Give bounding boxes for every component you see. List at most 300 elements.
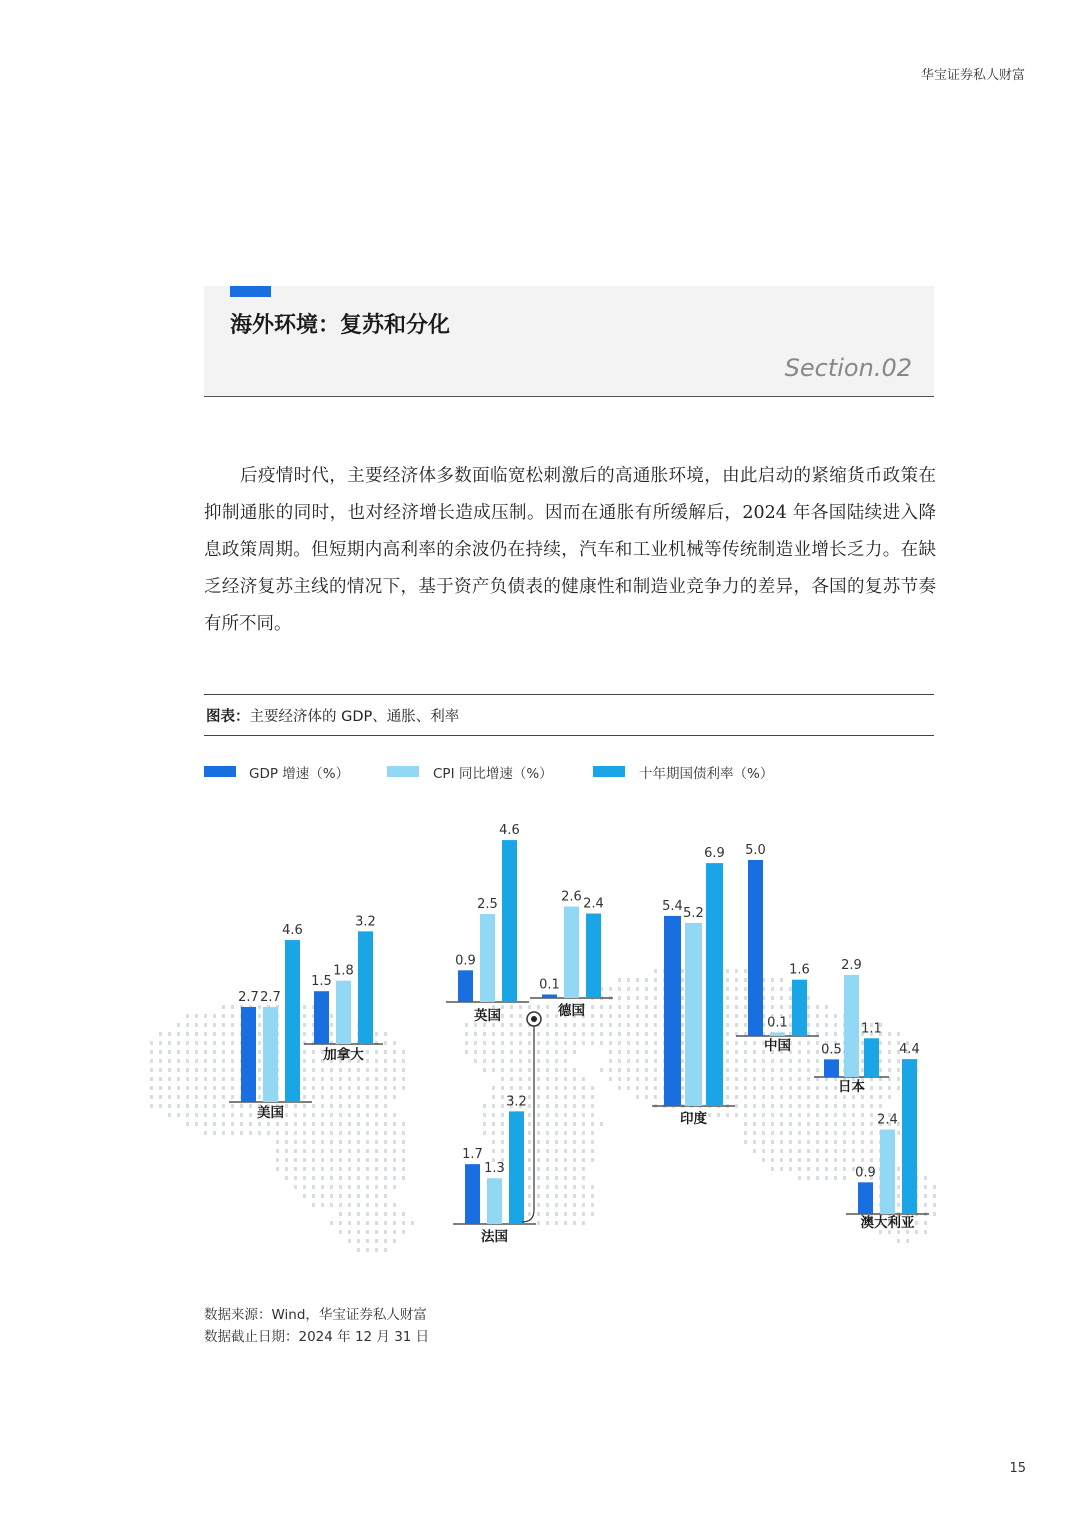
map-dot bbox=[807, 1104, 810, 1108]
map-dot bbox=[483, 1068, 486, 1072]
map-dot bbox=[150, 1068, 153, 1072]
map-dot bbox=[150, 1095, 153, 1099]
map-dot bbox=[780, 1059, 783, 1063]
map-dot bbox=[321, 1086, 324, 1090]
map-dot bbox=[627, 1077, 630, 1081]
map-dot bbox=[591, 1023, 594, 1027]
map-dot bbox=[897, 1176, 900, 1180]
map-dot bbox=[618, 1068, 621, 1072]
map-dot bbox=[546, 1059, 549, 1063]
map-dot bbox=[762, 1149, 765, 1153]
map-dot bbox=[222, 1104, 225, 1108]
map-dot bbox=[186, 1041, 189, 1045]
map-dot bbox=[807, 1113, 810, 1117]
bar-value-label: 0.9 bbox=[855, 1165, 876, 1181]
map-dot bbox=[303, 1113, 306, 1117]
map-dot bbox=[258, 1032, 261, 1036]
map-dot bbox=[573, 1077, 576, 1081]
map-dot bbox=[303, 1185, 306, 1189]
map-dot bbox=[771, 1167, 774, 1171]
map-dot bbox=[627, 987, 630, 991]
map-dot bbox=[933, 1203, 936, 1207]
map-dot bbox=[402, 1176, 405, 1180]
map-dot bbox=[870, 1086, 873, 1090]
map-dot bbox=[546, 1167, 549, 1171]
map-dot bbox=[789, 1140, 792, 1144]
map-dot bbox=[582, 1113, 585, 1117]
map-dot bbox=[636, 1068, 639, 1072]
map-dot bbox=[726, 978, 729, 982]
map-dot bbox=[528, 1185, 531, 1189]
bar-value-label: 0.1 bbox=[767, 1015, 788, 1031]
bar bbox=[824, 1059, 839, 1077]
map-dot bbox=[771, 1059, 774, 1063]
map-dot bbox=[825, 1023, 828, 1027]
map-dot bbox=[276, 1131, 279, 1135]
map-dot bbox=[537, 1149, 540, 1153]
map-dot bbox=[843, 1149, 846, 1153]
map-dot bbox=[528, 1158, 531, 1162]
map-dot bbox=[807, 996, 810, 1000]
map-dot bbox=[213, 1095, 216, 1099]
map-dot bbox=[402, 1140, 405, 1144]
map-dot bbox=[303, 1068, 306, 1072]
map-dot bbox=[537, 1068, 540, 1072]
map-dot bbox=[303, 1032, 306, 1036]
map-dot bbox=[897, 1032, 900, 1036]
map-dot bbox=[330, 1221, 333, 1225]
bar bbox=[858, 1182, 873, 1214]
map-dot bbox=[177, 1086, 180, 1090]
map-dot bbox=[573, 1041, 576, 1045]
map-dot bbox=[780, 1068, 783, 1072]
map-dot bbox=[519, 1050, 522, 1054]
map-dot bbox=[393, 1158, 396, 1162]
map-dot bbox=[357, 1104, 360, 1108]
map-dot bbox=[222, 1113, 225, 1117]
map-dot bbox=[546, 1023, 549, 1027]
map-dot bbox=[357, 1212, 360, 1216]
map-dot bbox=[177, 1059, 180, 1063]
map-dot bbox=[330, 1122, 333, 1126]
map-dot bbox=[357, 1149, 360, 1153]
map-dot bbox=[186, 1050, 189, 1054]
map-dot bbox=[339, 1095, 342, 1099]
map-dot bbox=[933, 1194, 936, 1198]
map-dot bbox=[402, 1122, 405, 1126]
map-dot bbox=[339, 1122, 342, 1126]
map-dot bbox=[222, 1068, 225, 1072]
map-dot bbox=[321, 1203, 324, 1207]
map-dot bbox=[564, 1086, 567, 1090]
map-dot bbox=[789, 1095, 792, 1099]
map-dot bbox=[348, 1086, 351, 1090]
map-dot bbox=[645, 996, 648, 1000]
map-dot bbox=[825, 1131, 828, 1135]
map-dot bbox=[798, 1077, 801, 1081]
bar-value-label: 1.3 bbox=[484, 1161, 505, 1177]
map-dot bbox=[609, 1077, 612, 1081]
map-dot bbox=[573, 1212, 576, 1216]
map-dot bbox=[555, 1032, 558, 1036]
map-dot bbox=[555, 1122, 558, 1126]
map-dot bbox=[375, 1158, 378, 1162]
map-dot bbox=[591, 1212, 594, 1216]
map-dot bbox=[924, 1185, 927, 1189]
map-dot bbox=[375, 1104, 378, 1108]
map-dot bbox=[627, 996, 630, 1000]
map-dot bbox=[636, 1032, 639, 1036]
map-dot bbox=[555, 1104, 558, 1108]
map-dot bbox=[879, 1050, 882, 1054]
map-dot bbox=[582, 1095, 585, 1099]
map-dot bbox=[744, 1050, 747, 1054]
map-dot bbox=[735, 996, 738, 1000]
map-dot bbox=[294, 1113, 297, 1117]
bar-value-label: 1.1 bbox=[861, 1021, 882, 1037]
map-dot bbox=[861, 1095, 864, 1099]
map-dot bbox=[384, 1194, 387, 1198]
map-dot bbox=[807, 1095, 810, 1099]
map-dot bbox=[627, 1068, 630, 1072]
map-dot bbox=[753, 1041, 756, 1045]
map-dot bbox=[852, 1095, 855, 1099]
map-dot bbox=[258, 1023, 261, 1027]
map-dot bbox=[231, 1041, 234, 1045]
map-dot bbox=[303, 1149, 306, 1153]
map-dot bbox=[249, 1122, 252, 1126]
map-dot bbox=[897, 1131, 900, 1135]
map-dot bbox=[573, 1122, 576, 1126]
map-dot bbox=[519, 1023, 522, 1027]
map-dot bbox=[591, 1104, 594, 1108]
map-dot bbox=[222, 1131, 225, 1135]
map-dot bbox=[627, 1086, 630, 1090]
map-dot bbox=[618, 1050, 621, 1054]
map-dot bbox=[753, 1077, 756, 1081]
map-dot bbox=[816, 1176, 819, 1180]
map-dot bbox=[519, 1059, 522, 1063]
map-dot bbox=[213, 1104, 216, 1108]
map-dot bbox=[618, 987, 621, 991]
map-dot bbox=[366, 1176, 369, 1180]
map-dot bbox=[285, 1113, 288, 1117]
map-dot bbox=[735, 969, 738, 973]
map-dot bbox=[636, 1023, 639, 1027]
map-dot bbox=[348, 1095, 351, 1099]
map-dot bbox=[393, 1185, 396, 1189]
map-dot bbox=[339, 1194, 342, 1198]
map-dot bbox=[546, 1104, 549, 1108]
map-dot bbox=[312, 1050, 315, 1054]
figure-caption-text: 主要经济体的 GDP、通胀、利率 bbox=[249, 709, 460, 725]
map-dot bbox=[321, 1113, 324, 1117]
map-dot bbox=[384, 1167, 387, 1171]
map-dot bbox=[744, 1104, 747, 1108]
map-dot bbox=[627, 1032, 630, 1036]
header-brand: 华宝证券私人财富 bbox=[920, 68, 1025, 83]
map-dot bbox=[402, 1131, 405, 1135]
map-dot bbox=[762, 1104, 765, 1108]
map-dot bbox=[789, 1158, 792, 1162]
map-dot bbox=[393, 1203, 396, 1207]
map-dot bbox=[213, 1077, 216, 1081]
map-dot bbox=[564, 1032, 567, 1036]
map-dot bbox=[654, 1068, 657, 1072]
map-dot bbox=[537, 1221, 540, 1225]
map-dot bbox=[636, 1095, 639, 1099]
map-dot bbox=[924, 1203, 927, 1207]
map-dot bbox=[330, 1203, 333, 1207]
map-dot bbox=[582, 1032, 585, 1036]
map-dot bbox=[681, 1095, 684, 1099]
map-dot bbox=[771, 1104, 774, 1108]
map-dot bbox=[726, 996, 729, 1000]
bar-value-label: 2.4 bbox=[877, 1112, 898, 1128]
map-dot bbox=[528, 1086, 531, 1090]
map-dot bbox=[564, 1203, 567, 1207]
map-dot bbox=[618, 1005, 621, 1009]
map-dot bbox=[645, 1095, 648, 1099]
map-dot bbox=[780, 996, 783, 1000]
map-dot bbox=[474, 1041, 477, 1045]
map-dot bbox=[330, 1176, 333, 1180]
map-dot bbox=[744, 1140, 747, 1144]
map-dot bbox=[213, 1032, 216, 1036]
map-dot bbox=[231, 1050, 234, 1054]
map-dot bbox=[330, 1194, 333, 1198]
map-dot bbox=[798, 1176, 801, 1180]
map-dot bbox=[528, 1149, 531, 1153]
map-dot bbox=[555, 1194, 558, 1198]
map-dot bbox=[780, 1086, 783, 1090]
map-dot bbox=[339, 1167, 342, 1171]
map-dot bbox=[222, 1005, 225, 1009]
map-dot bbox=[492, 1149, 495, 1153]
map-dot bbox=[492, 1050, 495, 1054]
map-dot bbox=[654, 978, 657, 982]
map-dot bbox=[879, 1104, 882, 1108]
map-dot bbox=[195, 1086, 198, 1090]
map-dot bbox=[924, 1221, 927, 1225]
map-dot bbox=[582, 1023, 585, 1027]
map-dot bbox=[528, 1104, 531, 1108]
map-dot bbox=[348, 1194, 351, 1198]
map-dot bbox=[888, 1059, 891, 1063]
map-dot bbox=[483, 1104, 486, 1108]
map-dot bbox=[645, 1005, 648, 1009]
map-dot bbox=[726, 1077, 729, 1081]
map-dot bbox=[294, 1176, 297, 1180]
map-dot bbox=[870, 1149, 873, 1153]
map-dot bbox=[492, 1068, 495, 1072]
country-label: 法国 bbox=[481, 1229, 508, 1245]
map-dot bbox=[582, 1104, 585, 1108]
map-dot bbox=[384, 1248, 387, 1252]
map-dot bbox=[474, 1059, 477, 1063]
map-dot bbox=[555, 1050, 558, 1054]
bar-value-label: 1.5 bbox=[311, 974, 332, 990]
map-dot bbox=[195, 1050, 198, 1054]
map-dot bbox=[807, 1176, 810, 1180]
map-dot bbox=[816, 1086, 819, 1090]
map-dot bbox=[186, 1059, 189, 1063]
map-dot bbox=[798, 1059, 801, 1063]
map-dot bbox=[366, 1077, 369, 1081]
map-dot bbox=[384, 1176, 387, 1180]
map-dot bbox=[546, 1032, 549, 1036]
country-label: 英国 bbox=[474, 1008, 501, 1024]
bar-value-label: 2.4 bbox=[583, 896, 604, 912]
map-dot bbox=[402, 1230, 405, 1234]
map-dot bbox=[645, 1086, 648, 1090]
map-dot bbox=[330, 1167, 333, 1171]
map-dot bbox=[888, 1068, 891, 1072]
map-dot bbox=[546, 1149, 549, 1153]
map-dot bbox=[258, 1005, 261, 1009]
map-dot bbox=[348, 1131, 351, 1135]
map-dot bbox=[492, 1140, 495, 1144]
map-dot bbox=[780, 1113, 783, 1117]
map-dot bbox=[384, 1185, 387, 1189]
map-dot bbox=[186, 1023, 189, 1027]
map-dot bbox=[312, 1167, 315, 1171]
map-dot bbox=[528, 1113, 531, 1117]
map-dot bbox=[402, 1212, 405, 1216]
map-dot bbox=[231, 1032, 234, 1036]
map-dot bbox=[213, 1014, 216, 1018]
map-dot bbox=[339, 1230, 342, 1234]
map-dot bbox=[195, 1122, 198, 1126]
map-dot bbox=[222, 1023, 225, 1027]
map-dot bbox=[393, 1068, 396, 1072]
map-dot bbox=[546, 1077, 549, 1081]
map-dot bbox=[303, 1050, 306, 1054]
map-dot bbox=[735, 1005, 738, 1009]
map-dot bbox=[564, 1212, 567, 1216]
map-dot bbox=[492, 1104, 495, 1108]
map-dot bbox=[384, 1149, 387, 1153]
map-dot bbox=[402, 1167, 405, 1171]
map-dot bbox=[321, 1176, 324, 1180]
map-dot bbox=[816, 1113, 819, 1117]
map-dot bbox=[834, 1113, 837, 1117]
map-dot bbox=[204, 1122, 207, 1126]
map-dot bbox=[609, 1059, 612, 1063]
map-dot bbox=[321, 1095, 324, 1099]
bar-group-6 bbox=[736, 843, 819, 1054]
map-dot bbox=[501, 1050, 504, 1054]
map-dot bbox=[321, 1158, 324, 1162]
map-dot bbox=[357, 1239, 360, 1243]
map-dot bbox=[312, 1140, 315, 1144]
map-dot bbox=[231, 1122, 234, 1126]
map-dot bbox=[492, 1086, 495, 1090]
map-dot bbox=[816, 1005, 819, 1009]
map-dot bbox=[492, 1113, 495, 1117]
map-dot bbox=[681, 1032, 684, 1036]
map-dot bbox=[159, 1032, 162, 1036]
map-dot bbox=[735, 1041, 738, 1045]
map-dot bbox=[312, 1059, 315, 1063]
map-dot bbox=[681, 987, 684, 991]
map-dot bbox=[258, 1050, 261, 1054]
map-dot bbox=[789, 1059, 792, 1063]
map-dot bbox=[762, 1158, 765, 1162]
bar-value-label: 5.0 bbox=[745, 843, 766, 858]
map-dot bbox=[870, 1095, 873, 1099]
map-dot bbox=[771, 1077, 774, 1081]
map-dot bbox=[681, 996, 684, 1000]
map-dot bbox=[501, 1095, 504, 1099]
map-dot bbox=[681, 969, 684, 973]
map-dot bbox=[744, 1041, 747, 1045]
map-dot bbox=[753, 1140, 756, 1144]
bar-value-label: 2.9 bbox=[841, 957, 862, 973]
map-dot bbox=[348, 1158, 351, 1162]
map-dot bbox=[564, 1068, 567, 1072]
map-dot bbox=[645, 1050, 648, 1054]
map-dot bbox=[375, 1122, 378, 1126]
map-dot bbox=[348, 1167, 351, 1171]
map-dot bbox=[258, 1068, 261, 1072]
map-dot bbox=[375, 1095, 378, 1099]
map-dot bbox=[825, 1014, 828, 1018]
map-dot bbox=[384, 1239, 387, 1243]
map-dot bbox=[231, 1014, 234, 1018]
map-dot bbox=[393, 1149, 396, 1153]
map-dot bbox=[654, 1005, 657, 1009]
map-dot bbox=[717, 1113, 720, 1117]
map-dot bbox=[816, 1014, 819, 1018]
map-dot bbox=[528, 1059, 531, 1063]
map-dot bbox=[897, 1185, 900, 1189]
map-dot bbox=[258, 1131, 261, 1135]
map-dot bbox=[204, 1095, 207, 1099]
map-dot bbox=[573, 1140, 576, 1144]
map-dot bbox=[528, 1095, 531, 1099]
map-dot bbox=[879, 1095, 882, 1099]
map-dot bbox=[330, 1158, 333, 1162]
map-dot bbox=[501, 1041, 504, 1045]
map-dot bbox=[339, 1077, 342, 1081]
map-dot bbox=[537, 1032, 540, 1036]
map-dot bbox=[708, 1113, 711, 1117]
map-dot bbox=[303, 1077, 306, 1081]
map-dot bbox=[393, 1140, 396, 1144]
map-dot bbox=[636, 1014, 639, 1018]
map-dot bbox=[870, 1113, 873, 1117]
map-dot bbox=[609, 1041, 612, 1045]
bar-value-label: 4.6 bbox=[282, 923, 303, 939]
map-dot bbox=[762, 1122, 765, 1126]
map-dot bbox=[807, 1050, 810, 1054]
map-dot bbox=[366, 1068, 369, 1072]
map-dot bbox=[654, 1050, 657, 1054]
map-dot bbox=[294, 1149, 297, 1153]
map-dot bbox=[168, 1068, 171, 1072]
map-dot bbox=[771, 987, 774, 991]
map-dot bbox=[798, 1149, 801, 1153]
map-dot bbox=[555, 1023, 558, 1027]
map-dot bbox=[366, 1113, 369, 1117]
map-dot bbox=[348, 1230, 351, 1234]
legend-label-cpi: CPI 同比增速（%） bbox=[433, 766, 553, 782]
map-dot bbox=[528, 1176, 531, 1180]
map-dot bbox=[582, 1149, 585, 1153]
map-dot bbox=[933, 1212, 936, 1216]
map-dot bbox=[618, 1086, 621, 1090]
